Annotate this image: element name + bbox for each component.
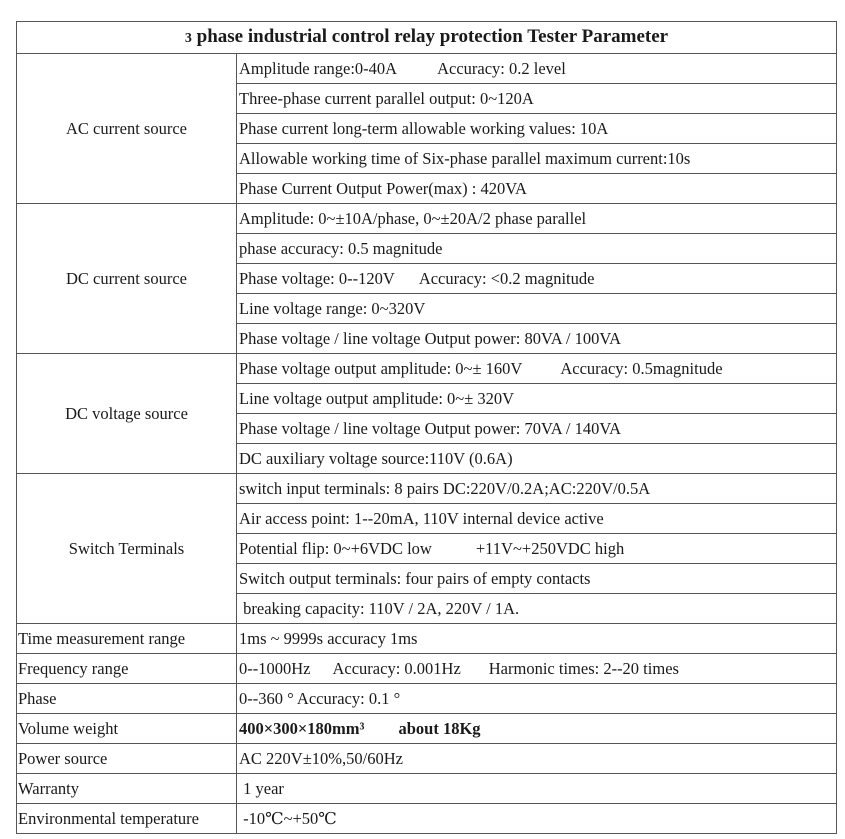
spec-cell: 1ms ~ 9999s accuracy 1ms: [237, 624, 837, 654]
spec-cell: Line voltage output amplitude: 0~± 320V: [237, 384, 837, 414]
spec-cell: Potential flip: 0~+6VDC low +11V~+250VDC high: [237, 534, 837, 564]
spec-cell: DC auxiliary voltage source:110V (0.6A): [237, 444, 837, 474]
spec-cell: Phase voltage / line voltage Output power: 70VA / 140VA: [237, 414, 837, 444]
table-row: [17, 204, 837, 234]
group-label-switch-terminals: Switch Terminals: [17, 474, 237, 624]
table-row: [17, 54, 837, 84]
group-label-ac-current: AC current source: [17, 54, 237, 204]
spec-cell: Phase voltage: 0--120V Accuracy: <0.2 magnitude: [237, 264, 837, 294]
title-prefix: 3: [184, 31, 192, 46]
spec-cell: Allowable working time of Six-phase parallel maximum current:10s: [237, 144, 837, 174]
table-row: [17, 684, 837, 714]
row-label-volume: Volume weight: [17, 714, 237, 744]
spec-cell: phase accuracy: 0.5 magnitude: [237, 234, 837, 264]
spec-cell: Amplitude: 0~±10A/phase, 0~±20A/2 phase parallel: [237, 204, 837, 234]
spec-cell: Air access point: 1--20mA, 110V internal device active: [237, 504, 837, 534]
table-row: [17, 774, 837, 804]
row-label-frequency: Frequency range: [17, 654, 237, 684]
table-title: [17, 22, 837, 54]
table-row: [17, 624, 837, 654]
title-main: phase industrial control relay protection Tester Parameter: [196, 26, 669, 47]
table-row: [17, 474, 837, 504]
table-row: [17, 744, 837, 774]
row-label-power: Power source: [17, 744, 237, 774]
table-row: [17, 354, 837, 384]
spec-cell: Switch output terminals: four pairs of empty contacts: [237, 564, 837, 594]
group-label-dc-current: DC current source: [17, 204, 237, 354]
spec-cell: Phase voltage output amplitude: 0~± 160V Accuracy: 0.5magnitude: [237, 354, 837, 384]
spec-cell: 0--1000Hz Accuracy: 0.001Hz Harmonic times: 2--20 times: [237, 654, 837, 684]
spec-cell: 0--360 ° Accuracy: 0.1 °: [237, 684, 837, 714]
table-row: [17, 654, 837, 684]
spec-cell: Line voltage range: 0~320V: [237, 294, 837, 324]
spec-cell: Phase Current Output Power(max) : 420VA: [237, 174, 837, 204]
spec-cell: AC 220V±10%,50/60Hz: [237, 744, 837, 774]
row-label-env-temp: Environmental temperature: [17, 804, 237, 834]
spec-cell: switch input terminals: 8 pairs DC:220V/0.2A;AC:220V/0.5A: [237, 474, 837, 504]
group-label-dc-voltage: DC voltage source: [17, 354, 237, 474]
spec-cell: Phase current long-term allowable working values: 10A: [237, 114, 837, 144]
title-row: [17, 22, 837, 54]
table-row: [17, 714, 837, 744]
spec-table: [16, 21, 837, 834]
table-row: [17, 804, 837, 834]
spec-cell: Amplitude range:0-40A Accuracy: 0.2 level: [237, 54, 837, 84]
row-label-phase: Phase: [17, 684, 237, 714]
spec-cell: Three-phase current parallel output: 0~120A: [237, 84, 837, 114]
row-label-time: Time measurement range: [17, 624, 237, 654]
spec-cell: 1 year: [237, 774, 837, 804]
spec-cell: -10℃~+50℃: [237, 804, 837, 834]
spec-cell: breaking capacity: 110V / 2A, 220V / 1A.: [237, 594, 837, 624]
spec-cell: Phase voltage / line voltage Output power: 80VA / 100VA: [237, 324, 837, 354]
spec-cell: 400×300×180mm³ about 18Kg: [237, 714, 837, 744]
row-label-warranty: Warranty: [17, 774, 237, 804]
